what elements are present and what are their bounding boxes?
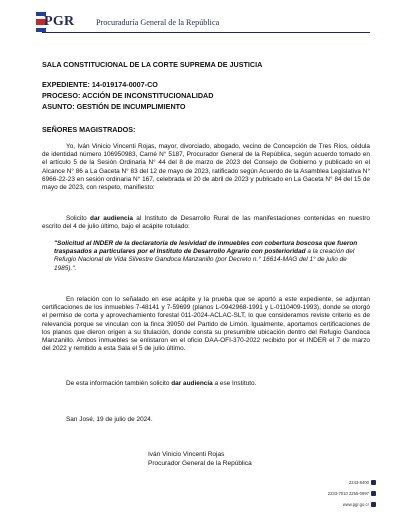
request-emphasis: dar audiencia <box>90 215 133 222</box>
subject-line: ASUNTO: GESTIÓN DE INCUMPLIMIENTO <box>42 102 186 111</box>
salutation: SEÑORES MAGISTRADOS: <box>42 125 136 134</box>
signer-name: Iván Vinicio Vincenti Rojas <box>148 451 225 458</box>
closing-text-end: a ese Instituto. <box>212 380 257 387</box>
closing-emphasis: dar audiencia <box>171 380 213 387</box>
website-url: www.pgr.go.cr <box>342 502 369 507</box>
closing-text-start: De esta información también solicito <box>66 380 172 387</box>
quote-normal-text: a la creación del Refugio Nacional de Vida Silvestre Gandoca Manzanillo (por Decreto n.° 16614-MAG del 1° de julio de 1985).". <box>54 248 355 272</box>
fax-number-2: 2255-0997 <box>348 491 369 496</box>
phone-number: 2243-8400 <box>348 480 369 485</box>
header-divider <box>42 32 370 33</box>
contact-fax <box>328 491 376 496</box>
fax-number-1: 2233-7010 <box>327 491 348 496</box>
request-text-start: Solicito <box>66 215 91 222</box>
closing-request <box>42 380 370 388</box>
quote-bold-text: "Solicitud al INDER de la declaratoria de lesividad de inmuebles con cobertura boscosa que fueron traspasados a particulares por el Instituto de Desarrollo Agrario con posterioridad <box>54 240 358 256</box>
process-type: PROCESO: ACCIÓN DE INCONSTITUCIONALIDAD <box>42 91 214 100</box>
case-number: EXPEDIENTE: 14-019174-0007-CO <box>42 80 158 89</box>
intro-paragraph: Yo, Iván Vinicio Vincenti Rojas, mayor, divorciado, abogado, vecino de Concepción de Tres Ríos, cédula de identidad número 106950983, Carné N° 5187, Procurador General de la República, según acuerdo tomado en el artículo 5 de la Sesión Ordinaria N° 44 del 8 de marzo de 2023 del Consejo de Gobierno y publicado en el Alcance N° 86 a La Gaceta N° 83 del 12 de mayo de 2023, ratificado según Acuerdo de la Asamblea Legislativa N° 6966-22-23 en sesión ordinaria N° 167, celebrada el 20 de abril de 2023 y publicado en La Gaceta N° 84 del 15 de mayo de 2023, con respeto, manifiesto: <box>42 143 371 192</box>
fax-icon <box>371 491 376 496</box>
phone-icon <box>371 480 376 485</box>
web-icon <box>371 502 376 507</box>
document-date: San José, 19 de julio de 2024. <box>66 416 153 423</box>
request-text-end: al Instituto de Desarrollo Rural de las manifestaciones contenidas en nuestro escrito del 4 de julio último, bajo el acápite rotulado: <box>42 215 370 231</box>
institution-name: Procuraduría General de la República <box>96 18 220 27</box>
contact-web <box>343 502 376 507</box>
court-heading: SALA CONSTITUCIONAL DE LA CORTE SUPREMA DE JUSTICIA <box>42 60 263 69</box>
logo-text: PGR <box>44 14 75 29</box>
request-paragraph <box>42 215 370 231</box>
contact-phone <box>349 480 376 485</box>
quoted-heading <box>54 240 366 273</box>
letterhead <box>36 10 376 36</box>
signer-title: Procurador General de la República <box>148 460 252 467</box>
evidence-paragraph: En relación con lo señalado en ese acápite y la prueba que se aportó a este expediente, se adjuntan certificaciones de los inmuebles 7-48141 y 7-59699 (planos L-0942968-1991 y L-0110409-1993), donde se otorgó el permiso de corta y aprovechamiento forestal 011-2024-ACLAC-SLT, lo que consideramos reviste criterio es de relevancia porque se vinculan con la finca 39050 del Partido de Limón. Igualmente, aportamos certificaciones de los planos que dieron origen a su titulación, donde consta su presumible ubicación dentro del Refugio Gandoca Manzanillo. Ambos inmuebles se enlistaron en el oficio DAA-OFI-370-2022 recibido por el INDER el 7 de marzo del 2022 y remitido a esta Sala el 5 de julio último. <box>42 296 370 353</box>
